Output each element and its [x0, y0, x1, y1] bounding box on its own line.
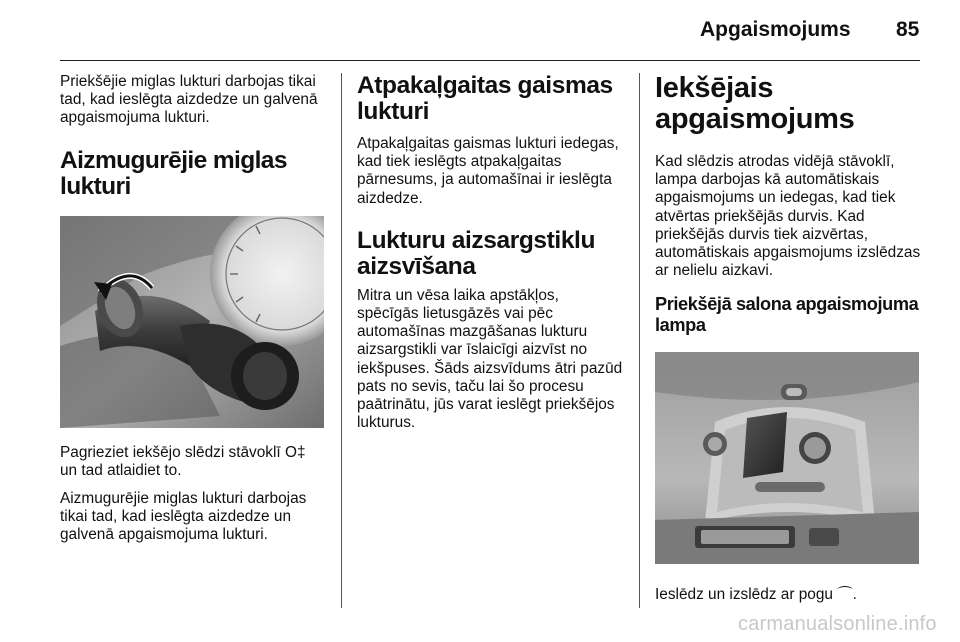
rear-fog-lights-text: Aizmugurējie miglas lukturi darbojas tikai tad, kad ieslēgta aizdedze un galvenā apgaismojuma lukturi. — [60, 490, 307, 544]
misted-lenses-heading: Lukturu aizsargstiklu aizsvīšana — [357, 226, 596, 280]
interior-lighting-heading: Iekšējais apgaismojums — [655, 72, 855, 135]
reversing-lights-text: Atpakaļgaitas gaismas lukturi iedegas, kad tiek ieslēgts atpakaļgaitas pārnesums, ja automašīnai ir ieslēgta aizdedze. — [357, 135, 619, 207]
courtesy-light-symbol-icon: ⌒ — [837, 586, 853, 604]
courtesy-light-caption-text: Ieslēdz un izslēdz ar pogu — [655, 586, 833, 604]
rear-fog-caption — [60, 444, 326, 480]
column-divider-right — [639, 73, 640, 608]
misted-lenses-text: Mitra un vēsa laika apstākļos, spēcīgās lietusgāzēs vai pēc automašīnas mazgāšanas lukturu aizsargstikli var īslaicīgi aizvīst no iekšpuses. Šāds aizsvīdums ātri pazūd pats no sevis, taču lai šo procesu paātrinātu, jūs varat ieslēgt priekšējos lukturus. — [357, 286, 623, 432]
header-divider — [60, 60, 920, 61]
rear-fog-symbol-icon: O‡ — [284, 443, 306, 461]
rear-fog-caption-text: Pagrieziet iekšējo slēdzi stāvoklī — [60, 443, 281, 461]
courtesy-light-caption-end: . — [852, 586, 857, 604]
column-middle — [357, 73, 623, 442]
rear-fog-caption-text-2: un tad atlaidiet to. — [60, 461, 182, 479]
reversing-lights-heading: Atpakaļgaitas gaismas lukturi — [357, 72, 613, 125]
courtesy-light-illustration — [655, 352, 919, 564]
page-number: 85 — [896, 18, 920, 41]
front-courtesy-light-heading: Priekšējā salona apgaismojuma lampa — [655, 294, 919, 336]
column-right — [655, 73, 921, 615]
page-header-title: Apgaismojums — [700, 18, 851, 41]
interior-lighting-text: Kad slēdzis atrodas vidējā stāvoklī, lampa darbojas kā automātiskais apgaismojums un iedegas, kad tiek atvērtas priekšējās durvis. Kad priekšējās durvis tiek aizvērtas, automātiskais apgaismojums izslēdzas ar nelielu aizkavi. — [655, 153, 921, 280]
rear-fog-lights-heading: Aizmugurējie miglas lukturi — [60, 146, 287, 200]
light-switch-illustration — [60, 216, 324, 428]
column-left — [60, 73, 326, 555]
footer-watermark: carmanualsonline.info — [738, 613, 937, 635]
front-fog-lights-text: Priekšējie miglas lukturi darbojas tikai tad, kad ieslēgta aizdedze un galvenā apgaismojuma lukturi. — [60, 73, 318, 127]
courtesy-light-caption — [655, 586, 921, 604]
column-divider-left — [341, 73, 342, 608]
